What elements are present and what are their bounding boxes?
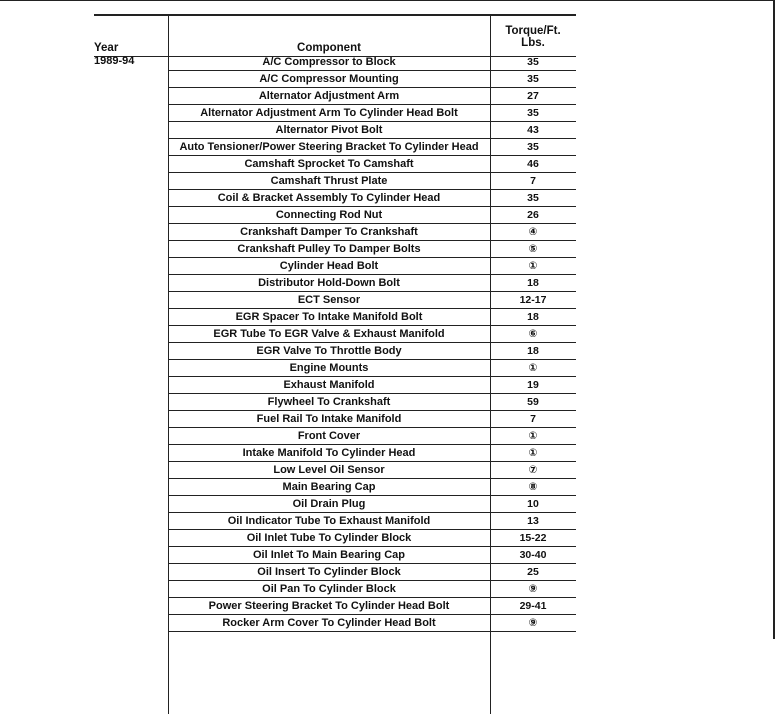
torque-cell: 26 bbox=[490, 207, 576, 224]
component-cell: Connecting Rod Nut bbox=[168, 207, 490, 224]
torque-cell: 35 bbox=[490, 190, 576, 207]
torque-cell: ⑦ bbox=[490, 462, 576, 479]
header-torque bbox=[490, 25, 576, 49]
table-row bbox=[94, 428, 576, 445]
table-row bbox=[94, 156, 576, 173]
component-cell: A/C Compressor to Block bbox=[168, 54, 490, 71]
torque-cell: 29-41 bbox=[490, 598, 576, 615]
torque-cell: ⑨ bbox=[490, 581, 576, 598]
header-year: Year bbox=[94, 42, 119, 54]
component-cell: EGR Valve To Throttle Body bbox=[168, 343, 490, 360]
table-body bbox=[94, 54, 576, 632]
torque-cell: ① bbox=[490, 445, 576, 462]
torque-cell: 35 bbox=[490, 54, 576, 71]
torque-cell: ⑨ bbox=[490, 615, 576, 632]
component-cell: Crankshaft Damper To Crankshaft bbox=[168, 224, 490, 241]
table-header bbox=[94, 14, 576, 57]
table-row bbox=[94, 275, 576, 292]
component-cell: Oil Insert To Cylinder Block bbox=[168, 564, 490, 581]
component-cell: Fuel Rail To Intake Manifold bbox=[168, 411, 490, 428]
component-cell: Oil Inlet To Main Bearing Cap bbox=[168, 547, 490, 564]
table-row bbox=[94, 139, 576, 156]
table-row bbox=[94, 462, 576, 479]
table-row bbox=[94, 445, 576, 462]
table-row bbox=[94, 71, 576, 88]
table-row bbox=[94, 258, 576, 275]
table-row bbox=[94, 564, 576, 581]
torque-cell: 18 bbox=[490, 309, 576, 326]
table-row bbox=[94, 394, 576, 411]
table-row bbox=[94, 88, 576, 105]
table-row bbox=[94, 530, 576, 547]
torque-cell: 35 bbox=[490, 139, 576, 156]
component-cell: EGR Tube To EGR Valve & Exhaust Manifold bbox=[168, 326, 490, 343]
table-row bbox=[94, 326, 576, 343]
header-component: Component bbox=[297, 42, 361, 54]
table-row bbox=[94, 598, 576, 615]
torque-cell: ① bbox=[490, 360, 576, 377]
component-cell: Oil Drain Plug bbox=[168, 496, 490, 513]
torque-cell: 25 bbox=[490, 564, 576, 581]
header-torque-line1: Torque/Ft. bbox=[505, 25, 561, 37]
torque-cell: 43 bbox=[490, 122, 576, 139]
component-cell: Alternator Pivot Bolt bbox=[168, 122, 490, 139]
table-row bbox=[94, 581, 576, 598]
table-row bbox=[94, 547, 576, 564]
component-cell: Exhaust Manifold bbox=[168, 377, 490, 394]
torque-cell: 10 bbox=[490, 496, 576, 513]
component-cell: Main Bearing Cap bbox=[168, 479, 490, 496]
component-cell: Alternator Adjustment Arm bbox=[168, 88, 490, 105]
table-row bbox=[94, 173, 576, 190]
torque-cell: 12-17 bbox=[490, 292, 576, 309]
torque-cell: ① bbox=[490, 258, 576, 275]
table-row bbox=[94, 224, 576, 241]
torque-cell: 35 bbox=[490, 105, 576, 122]
torque-cell: ⑥ bbox=[490, 326, 576, 343]
table-row bbox=[94, 207, 576, 224]
torque-cell: ① bbox=[490, 428, 576, 445]
component-cell: Oil Pan To Cylinder Block bbox=[168, 581, 490, 598]
torque-cell: ⑧ bbox=[490, 479, 576, 496]
torque-cell: 7 bbox=[490, 173, 576, 190]
component-cell: Distributor Hold-Down Bolt bbox=[168, 275, 490, 292]
table-row bbox=[94, 615, 576, 632]
component-cell: Front Cover bbox=[168, 428, 490, 445]
component-cell: Alternator Adjustment Arm To Cylinder Head Bolt bbox=[168, 105, 490, 122]
torque-cell: 18 bbox=[490, 343, 576, 360]
component-cell: Coil & Bracket Assembly To Cylinder Head bbox=[168, 190, 490, 207]
table-row bbox=[94, 513, 576, 530]
table-row bbox=[94, 241, 576, 258]
table-row bbox=[94, 309, 576, 326]
torque-cell: 18 bbox=[490, 275, 576, 292]
component-cell: Low Level Oil Sensor bbox=[168, 462, 490, 479]
torque-cell: 27 bbox=[490, 88, 576, 105]
torque-cell: ⑤ bbox=[490, 241, 576, 258]
torque-cell: 7 bbox=[490, 411, 576, 428]
torque-cell: 15-22 bbox=[490, 530, 576, 547]
component-cell: Oil Inlet Tube To Cylinder Block bbox=[168, 530, 490, 547]
torque-cell: 30-40 bbox=[490, 547, 576, 564]
torque-cell: 59 bbox=[490, 394, 576, 411]
torque-cell: 46 bbox=[490, 156, 576, 173]
table-row bbox=[94, 411, 576, 428]
table-row bbox=[94, 496, 576, 513]
component-cell: ECT Sensor bbox=[168, 292, 490, 309]
component-cell: A/C Compressor Mounting bbox=[168, 71, 490, 88]
table-row bbox=[94, 54, 576, 71]
torque-cell: 13 bbox=[490, 513, 576, 530]
table-row bbox=[94, 190, 576, 207]
component-cell: Camshaft Sprocket To Camshaft bbox=[168, 156, 490, 173]
component-cell: Cylinder Head Bolt bbox=[168, 258, 490, 275]
torque-cell: ④ bbox=[490, 224, 576, 241]
torque-cell: 19 bbox=[490, 377, 576, 394]
header-torque-line2: Lbs. bbox=[521, 37, 545, 49]
component-cell: EGR Spacer To Intake Manifold Bolt bbox=[168, 309, 490, 326]
component-cell: Rocker Arm Cover To Cylinder Head Bolt bbox=[168, 615, 490, 632]
component-cell: Flywheel To Crankshaft bbox=[168, 394, 490, 411]
year-value: 1989-94 bbox=[94, 55, 135, 67]
component-cell: Intake Manifold To Cylinder Head bbox=[168, 445, 490, 462]
table-row bbox=[94, 292, 576, 309]
torque-cell: 35 bbox=[490, 71, 576, 88]
table-row bbox=[94, 343, 576, 360]
table-row bbox=[94, 377, 576, 394]
table-row bbox=[94, 479, 576, 496]
component-cell: Auto Tensioner/Power Steering Bracket To Cylinder Head bbox=[168, 139, 490, 156]
component-cell: Engine Mounts bbox=[168, 360, 490, 377]
table-row bbox=[94, 105, 576, 122]
component-cell: Power Steering Bracket To Cylinder Head Bolt bbox=[168, 598, 490, 615]
table-row bbox=[94, 360, 576, 377]
component-cell: Camshaft Thrust Plate bbox=[168, 173, 490, 190]
table-row bbox=[94, 122, 576, 139]
component-cell: Oil Indicator Tube To Exhaust Manifold bbox=[168, 513, 490, 530]
component-cell: Crankshaft Pulley To Damper Bolts bbox=[168, 241, 490, 258]
